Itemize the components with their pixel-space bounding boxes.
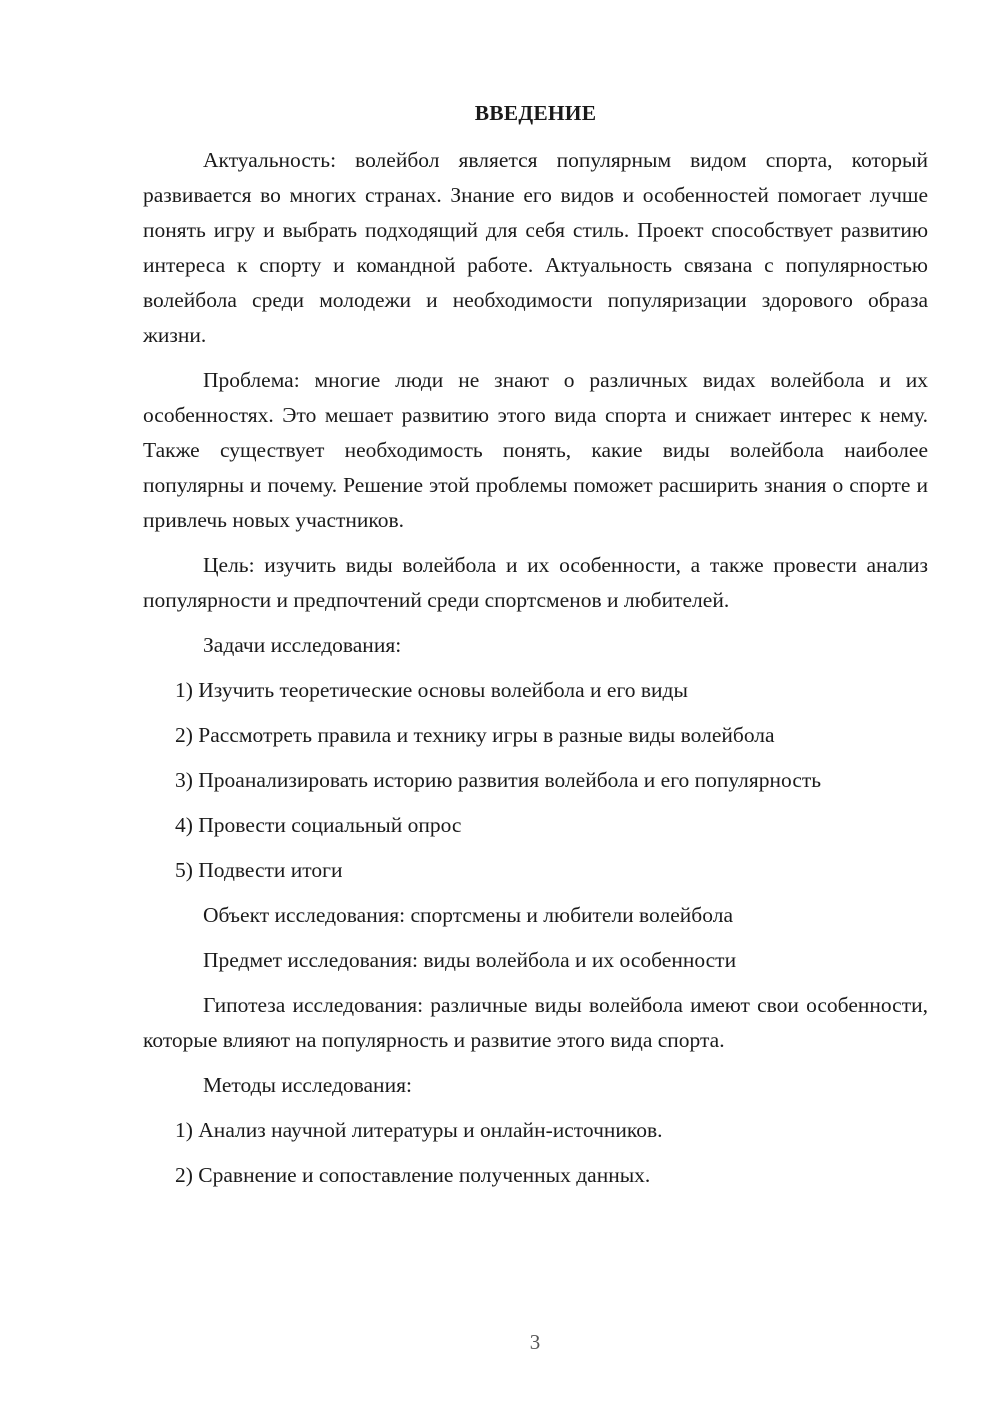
document-page [143,96,928,1203]
task-item-5: 5) Подвести итоги [175,858,343,882]
methods-heading: Методы исследования: [203,1073,412,1097]
problem-paragraph: Проблема: многие люди не знают о различных видах волейбола и их особенностях. Это мешает развитию этого вида спорта и снижает интерес к нему. Также существует необходимость понять, какие виды волейбола наиболее популярны и почему. Решение этой проблемы поможет расширить знания о спорте и привлечь новых участников. [143,368,928,532]
method-item-2: 2) Сравнение и сопоставление полученных данных. [175,1163,651,1187]
task-item-3: 3) Проанализировать историю развития волейбола и его популярность [175,768,822,792]
task-item-1: 1) Изучить теоретические основы волейбола и его виды [175,678,688,702]
page-title: ВВЕДЕНИЕ [474,101,597,125]
method-item-1: 1) Анализ научной литературы и онлайн-источников. [175,1118,663,1142]
relevance-paragraph: Актуальность: волейбол является популярным видом спорта, который развивается во многих странах. Знание его видов и особенностей помогает лучше понять игру и выбрать подходящий для себя стиль. Проект способствует развитию интереса к спорту и командной работе. Актуальность связана с популярностью волейбола среди молодежи и необходимости популяризации здорового образа жизни. [143,148,928,347]
tasks-heading: Задачи исследования: [203,633,402,657]
goal-paragraph: Цель: изучить виды волейбола и их особенности, а также провести анализ популярности и предпочтений среди спортсменов и любителей. [143,553,928,612]
task-item-4: 4) Провести социальный опрос [175,813,462,837]
object-line: Объект исследования: спортсмены и любители волейбола [203,903,733,927]
page-number: 3 [529,1330,541,1354]
subject-line: Предмет исследования: виды волейбола и их особенности [203,948,737,972]
task-item-2: 2) Рассмотреть правила и технику игры в разные виды волейбола [175,723,775,747]
hypothesis-paragraph: Гипотеза исследования: различные виды волейбола имеют свои особенности, которые влияют на популярность и развитие этого вида спорта. [143,993,928,1052]
